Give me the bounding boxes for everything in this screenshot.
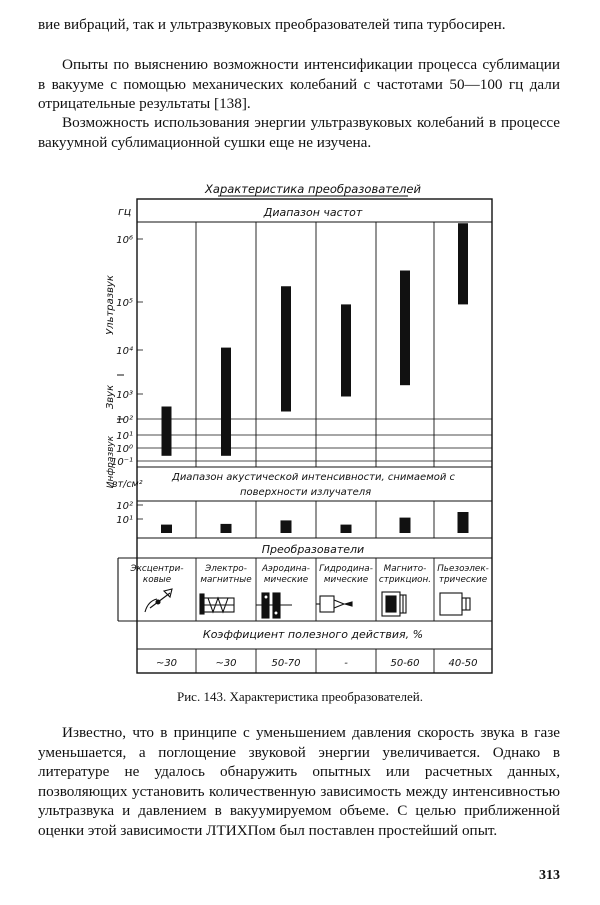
intensity-bar bbox=[341, 525, 352, 533]
intensity-bar bbox=[221, 524, 232, 533]
intensity-bars bbox=[161, 512, 469, 533]
page-number: 313 bbox=[539, 868, 560, 883]
zone-infrasound-label: Инфразвук bbox=[106, 435, 116, 489]
intensity-bar bbox=[458, 512, 469, 533]
hydrodynamic-converter-icon bbox=[316, 596, 352, 612]
frequency-range-bar bbox=[341, 304, 351, 396]
electromagnetic-converter-icon bbox=[200, 594, 234, 614]
converter-name: Магнито- bbox=[383, 564, 427, 574]
frequency-tick-label: 10⁻¹ bbox=[110, 457, 133, 468]
frequency-bars bbox=[162, 223, 469, 456]
converter-name: ковые bbox=[142, 575, 172, 585]
frequency-tick-label: 10⁶ bbox=[116, 235, 133, 246]
efficiency-value: 40-50 bbox=[448, 658, 478, 669]
intensity-bar bbox=[281, 520, 292, 533]
converter-names bbox=[129, 564, 488, 585]
efficiency-value: 50-60 bbox=[390, 658, 420, 669]
magnetostrictive-converter-icon bbox=[382, 592, 406, 616]
frequency-tick-label: 10⁴ bbox=[116, 346, 133, 357]
paragraph-4: Известно, что в принципе с уменьшением давления скорость звука в газе уменьшается, а поглощение звуковой энергии увеличивается. Однако в литературе не удалось обнаружить опытных или расчетных данных, позволяющих установить количественную зависимость между интенсивностью ультразвука и давлением в вакуумируемом объеме. С целью приближенной оценки этой зависимости ЛТИХПом был поставлен простейший опыт. bbox=[38, 724, 560, 839]
efficiency-values bbox=[156, 658, 478, 669]
converter-name: Эксцентри- bbox=[130, 564, 184, 574]
paragraph-1: вие вибраций, так и ультразвуковых преобразователей типа турбосирен. bbox=[38, 16, 506, 33]
converter-name: мические bbox=[263, 575, 309, 585]
eccentric-converter-icon bbox=[145, 589, 172, 612]
frequency-tick-label: 10¹ bbox=[116, 431, 133, 442]
converter-name: Аэродина- bbox=[262, 564, 310, 574]
intensity-tick-label: 10¹ bbox=[116, 515, 133, 526]
paragraph-3: Возможность использования энергии ультразвуковых колебаний в процессе вакуумной сублимационной сушки еще не изучена. bbox=[38, 114, 560, 151]
frequency-range-bar bbox=[221, 348, 231, 456]
intensity-axis bbox=[116, 501, 143, 526]
chart-title: Характеристика преобразователей bbox=[205, 182, 421, 196]
frequency-range-bar bbox=[400, 271, 410, 386]
converter-name: мические bbox=[323, 575, 369, 585]
efficiency-value: ~30 bbox=[155, 658, 178, 669]
frequency-tick-label: 10⁰ bbox=[116, 444, 133, 455]
frequency-unit: гц bbox=[118, 205, 132, 218]
converter-name: Электро- bbox=[205, 564, 247, 574]
converter-name: стрикцион. bbox=[378, 575, 432, 585]
frequency-range-bar bbox=[162, 407, 172, 456]
frequency-tick-label: 10⁵ bbox=[116, 298, 133, 309]
converter-name: Пьезоэлек- bbox=[437, 564, 489, 574]
efficiency-value: 50-70 bbox=[271, 658, 301, 669]
figure-caption: Рис. 143. Характеристика преобразователей. bbox=[177, 689, 423, 704]
efficiency-value: ~30 bbox=[215, 658, 237, 669]
frequency-header: Диапазон частот bbox=[263, 206, 363, 219]
frequency-range-bar bbox=[458, 223, 468, 304]
frequency-columns bbox=[196, 222, 434, 467]
aerodynamic-converter-icon bbox=[256, 593, 292, 618]
zone-ultrasound-label: Ультразвук bbox=[105, 275, 116, 335]
efficiency-header: Коэффициент полезного действия, % bbox=[202, 628, 424, 641]
intensity-columns bbox=[196, 501, 434, 538]
zone-sound-label: Звук bbox=[105, 384, 116, 410]
frequency-tick-label: 10³ bbox=[116, 390, 133, 401]
intensity-tick-label: 10² bbox=[116, 501, 133, 512]
converter-name: магнитные bbox=[200, 575, 252, 585]
piezoelectric-converter-icon bbox=[440, 593, 470, 615]
intensity-unit: вт/см² bbox=[112, 479, 143, 490]
efficiency-value: - bbox=[344, 658, 348, 669]
converter-name: Гидродина- bbox=[319, 564, 373, 574]
converters-header: Преобразователи bbox=[261, 543, 365, 556]
paragraph-2: Опыты по выяснению возможности интенсификации процесса сублимации в вакууме с помощью механических колебаний с частотами 50—100 гц дали отрицательные результаты [138]. bbox=[38, 56, 560, 113]
converter-chart bbox=[0, 175, 600, 685]
frequency-tick-label: 10² bbox=[116, 415, 133, 426]
intensity-header-line-2: поверхности излучателя bbox=[240, 487, 372, 498]
converter-name: трические bbox=[438, 575, 488, 585]
intensity-bar bbox=[161, 525, 172, 533]
frequency-range-bar bbox=[281, 286, 291, 411]
intensity-bar bbox=[400, 518, 411, 533]
intensity-header-line-1: Диапазон акустической интенсивности, снимаемой с bbox=[172, 472, 456, 483]
